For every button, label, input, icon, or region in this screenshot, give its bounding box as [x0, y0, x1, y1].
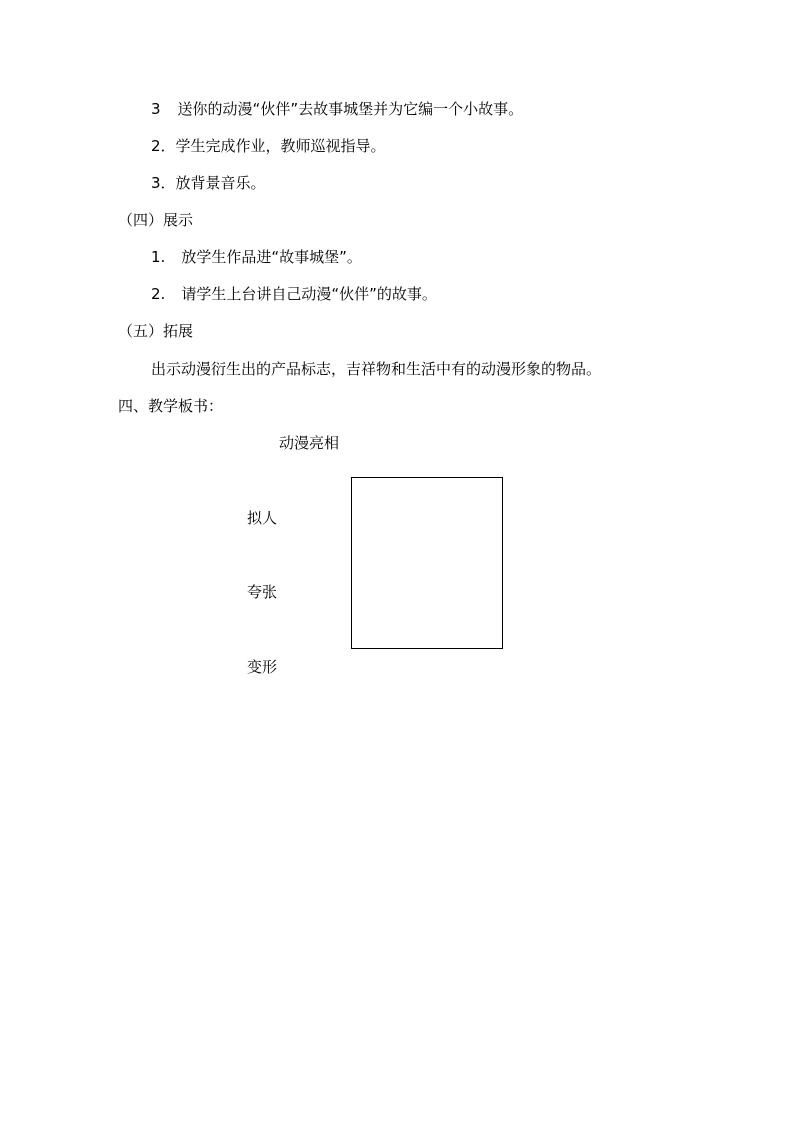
board-title: 动漫亮相 — [279, 434, 340, 452]
section-heading-display: （四）展示 — [118, 211, 194, 229]
section-heading-extension: （五）拓展 — [118, 322, 194, 340]
board-drawing-frame — [351, 477, 503, 649]
display-item-2 — [151, 284, 437, 304]
step-item-3: 3．放背景音乐。 — [151, 174, 266, 192]
step-item-2: 2．学生完成作业，教师巡视指导。 — [151, 137, 386, 155]
item-number: 2. — [151, 285, 166, 303]
extension-paragraph: 出示动漫衍生出的产品标志，吉祥物和生活中有的动漫形象的物品。 — [151, 360, 602, 378]
item-text: 放学生作品进“故事城堡”。 — [181, 248, 362, 266]
board-heading: 四、教学板书： — [118, 397, 224, 415]
item-number: 3 — [151, 100, 161, 118]
item-text: 请学生上台讲自己动漫“伙伴”的故事。 — [181, 285, 437, 303]
display-item-1 — [151, 247, 362, 267]
board-label-deformation: 变形 — [247, 658, 278, 676]
item-number: 1. — [151, 248, 166, 266]
item-text: 送你的动漫“伙伴”去故事城堡并为它编一个小故事。 — [177, 100, 524, 118]
board-label-exaggeration: 夸张 — [247, 583, 278, 601]
board-label-personification: 拟人 — [247, 509, 278, 527]
homework-item-3 — [151, 99, 523, 119]
